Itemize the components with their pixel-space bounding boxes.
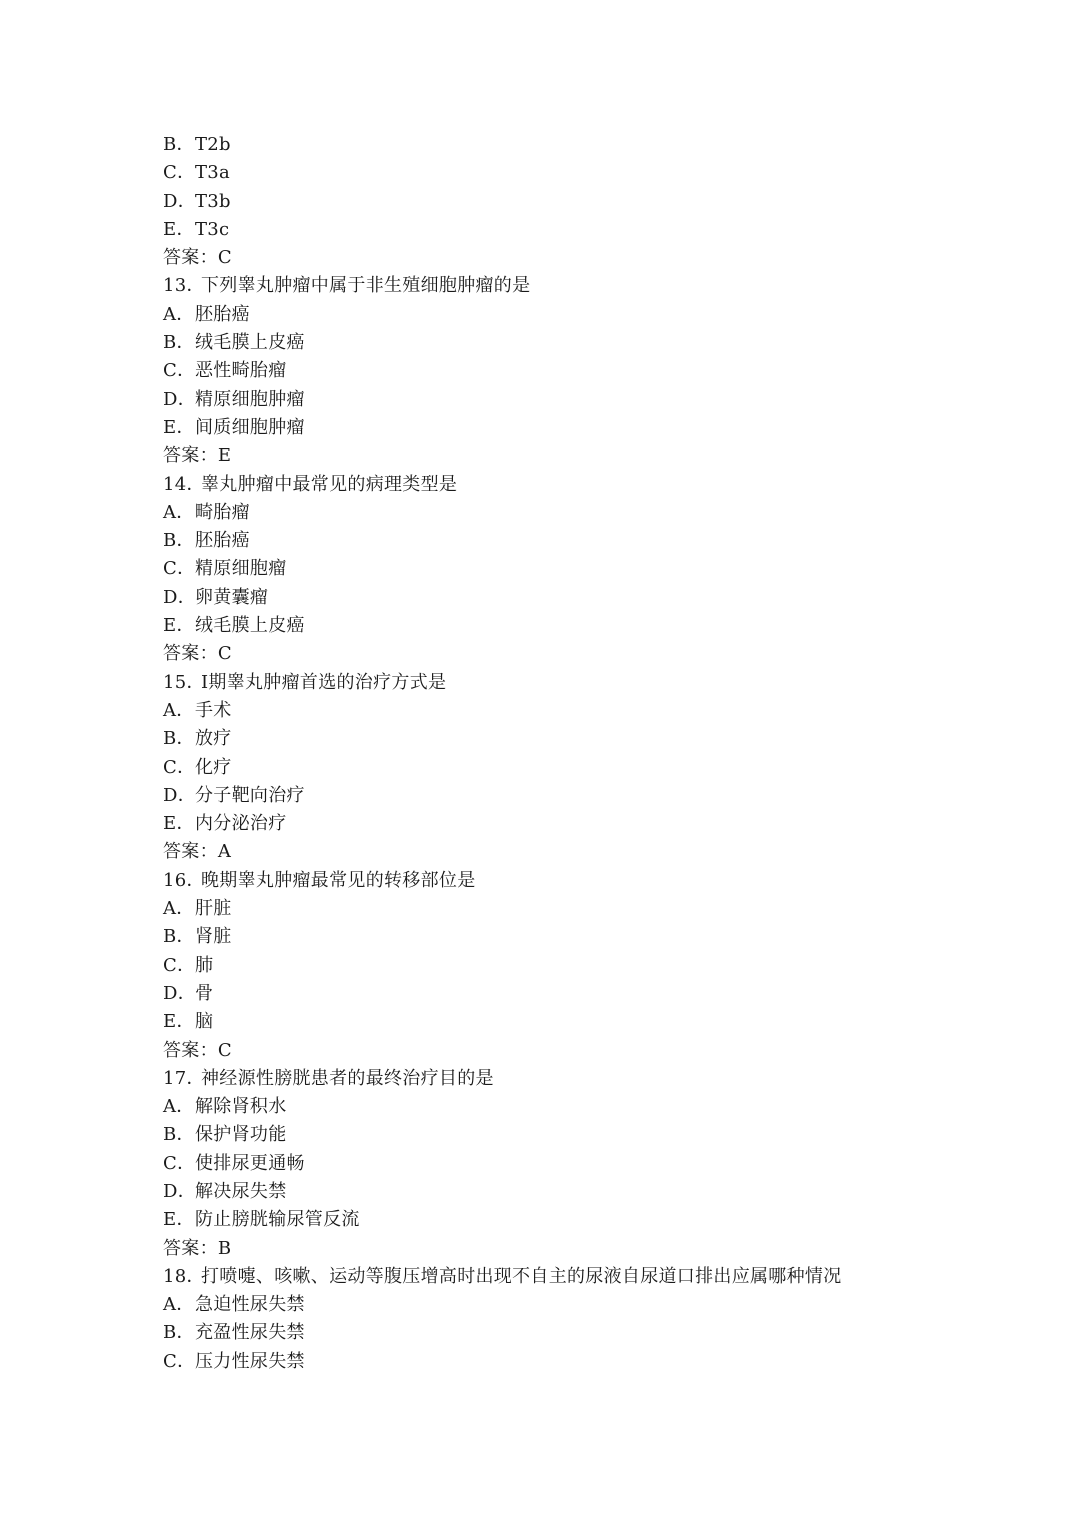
option-line [163,1121,1023,1149]
answer-line: 答案：E [163,445,232,467]
answer-line: 答案：C [163,247,232,269]
option-text: 间质细胞肿瘤 [195,416,305,438]
option-text: 充盈性尿失禁 [195,1322,305,1344]
question-stem [163,272,1023,300]
option-letter: D． [163,784,197,806]
option-letter: B． [163,134,195,155]
option-line [163,216,1023,244]
option-letter: A． [163,303,195,325]
option-text: T3b [195,190,231,212]
option-letter: B． [163,1124,195,1146]
option-text: T3c [195,218,230,240]
option-text: 急迫性尿失禁 [195,1294,305,1316]
option-letter: E． [163,813,195,835]
option-letter: B． [163,728,195,750]
option-line [163,131,1023,159]
option-letter: C． [163,360,196,382]
option-line [163,612,1023,640]
option-line [163,584,1023,612]
option-letter: A． [163,1096,195,1118]
answer-line: 答案：C [163,643,232,665]
option-line [163,1319,1023,1347]
option-text: T2b [195,134,231,155]
option-line [163,1150,1023,1178]
option-line [163,555,1023,583]
option-letter: A． [163,501,195,523]
option-line [163,1008,1023,1036]
question-stem [163,669,1023,697]
option-line [163,414,1023,442]
option-letter: A． [163,898,195,920]
option-line [163,499,1023,527]
option-text: 精原细胞瘤 [195,558,287,580]
option-line [163,980,1023,1008]
option-letter: C． [163,162,196,184]
option-letter: C． [163,1152,196,1174]
question-stem [163,1065,1023,1093]
option-text: 压力性尿失禁 [195,1350,305,1372]
option-text: 骨 [195,982,214,1004]
question-stem [163,867,1023,895]
option-text: T3a [195,162,231,184]
question-text: I期睾丸肿瘤首选的治疗方式是 [201,671,447,693]
option-text: 胚胎癌 [195,530,250,552]
option-letter: D． [163,1180,197,1202]
option-text: 化疗 [195,756,232,778]
question-number: 14． [163,473,205,495]
option-text: 肺 [195,954,214,976]
option-text: 绒毛膜上皮癌 [195,615,305,637]
option-text: 胚胎癌 [195,303,250,325]
option-text: 分子靶向治疗 [195,784,305,806]
question-number: 15． [163,671,205,693]
option-letter: E． [163,218,195,240]
question-stem [163,1263,1023,1291]
question-text: 睾丸肿瘤中最常见的病理类型是 [201,473,458,495]
option-letter: C． [163,1350,196,1372]
option-text: 防止膀胱输尿管反流 [195,1209,360,1231]
question-text: 神经源性膀胱患者的最终治疗目的是 [201,1067,494,1089]
question-number: 18． [163,1265,205,1287]
option-text: 保护肾功能 [195,1124,287,1146]
option-line [163,754,1023,782]
question-text: 打喷嚏、咳嗽、运动等腹压增高时出现不自主的尿液自尿道口排出应属哪种情况 [201,1265,842,1287]
option-letter: D． [163,388,197,410]
option-letter: B． [163,926,195,948]
option-letter: E． [163,416,195,438]
option-letter: E． [163,1011,195,1033]
option-text: 内分泌治疗 [195,813,287,835]
option-text: 解除肾积水 [195,1096,287,1118]
option-letter: C． [163,954,196,976]
question-number: 17． [163,1067,205,1089]
option-line [163,1348,1023,1376]
answer-line: 答案：C [163,1039,232,1061]
option-letter: C． [163,558,196,580]
option-text: 肾脏 [195,926,232,948]
option-text: 手术 [195,699,232,721]
option-line [163,1291,1023,1319]
option-letter: A． [163,699,195,721]
option-letter: D． [163,586,197,608]
option-line [163,952,1023,980]
option-line [163,386,1023,414]
option-line [163,895,1023,923]
option-letter: E． [163,1209,195,1231]
option-line [163,159,1023,187]
option-line [163,329,1023,357]
option-letter: D． [163,190,197,212]
option-letter: B． [163,1322,195,1344]
option-text: 精原细胞肿瘤 [195,388,305,410]
option-text: 肝脏 [195,898,232,920]
option-text: 畸胎瘤 [195,501,250,523]
option-text: 绒毛膜上皮癌 [195,332,305,354]
option-letter: A． [163,1294,195,1316]
option-line [163,357,1023,385]
option-letter: B． [163,530,195,552]
option-line [163,527,1023,555]
option-line [163,1093,1023,1121]
option-text: 解决尿失禁 [195,1180,287,1202]
option-text: 使排尿更通畅 [195,1152,305,1174]
option-text: 放疗 [195,728,232,750]
option-line [163,697,1023,725]
option-line [163,1206,1023,1234]
question-stem [163,471,1023,499]
question-number: 16． [163,869,205,891]
option-letter: E． [163,615,195,637]
option-text: 脑 [195,1011,214,1033]
option-line [163,1178,1023,1206]
option-text: 卵黄囊瘤 [195,586,269,608]
option-text: 恶性畸胎瘤 [195,360,287,382]
document-page [163,131,1023,1376]
option-line [163,810,1023,838]
question-text: 晚期睾丸肿瘤最常见的转移部位是 [201,869,476,891]
question-number: 13． [163,275,205,297]
question-text: 下列睾丸肿瘤中属于非生殖细胞肿瘤的是 [201,275,531,297]
option-line [163,188,1023,216]
option-line [163,923,1023,951]
option-letter: B． [163,332,195,354]
answer-line: 答案：B [163,1237,232,1259]
option-letter: D． [163,982,197,1004]
option-line [163,301,1023,329]
option-letter: C． [163,756,196,778]
answer-line: 答案：A [163,841,232,863]
option-line [163,725,1023,753]
option-line [163,782,1023,810]
